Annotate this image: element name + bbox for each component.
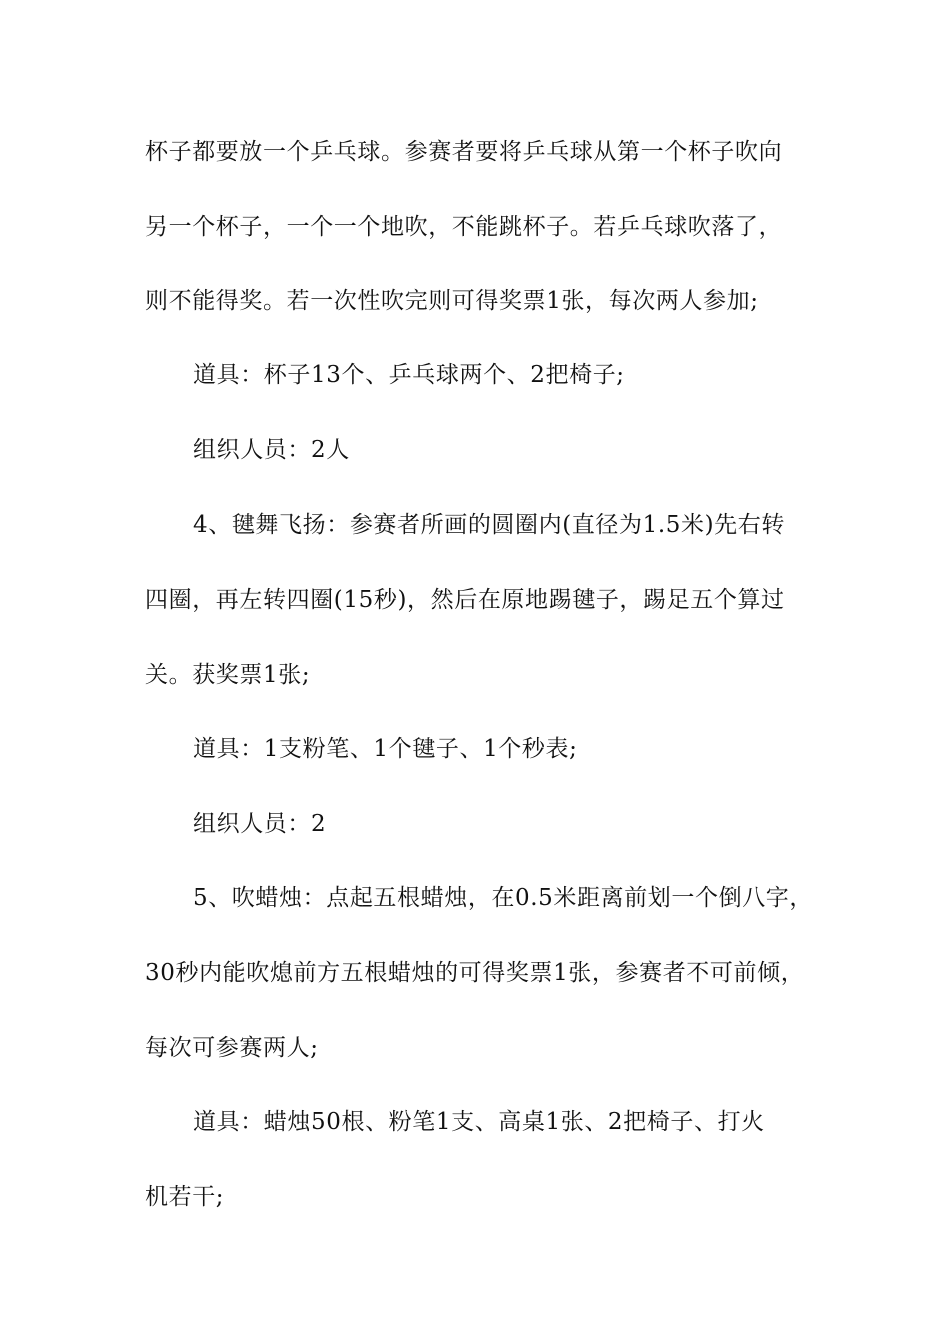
staff-line: 组织人员：2: [193, 811, 327, 837]
text-line: 关。获奖票1张;: [145, 662, 311, 688]
text-line: 四圈，再左转四圈(15秒)，然后在原地踢毽子，踢足五个算过: [145, 587, 785, 613]
text-line: 杯子都要放一个乒乓球。参赛者要将乒乓球从第一个杯子吹向: [145, 139, 783, 165]
text-line: 机若干;: [145, 1184, 225, 1210]
text-line: 每次可参赛两人;: [145, 1035, 319, 1061]
text-line: 另一个杯子，一个一个地吹，不能跳杯子。若乒乓球吹落了，: [145, 214, 783, 240]
props-line: 道具：杯子13个、乒乓球两个、2把椅子;: [193, 362, 625, 388]
item-heading-line: 5、吹蜡烛：点起五根蜡烛，在0.5米距离前划一个倒八字，: [193, 885, 814, 911]
text-line: 30秒内能吹熄前方五根蜡烛的可得奖票1张，参赛者不可前倾，: [145, 960, 805, 986]
props-line: 道具：蜡烛50根、粉笔1支、高桌1张、2把椅子、打火: [193, 1109, 765, 1135]
item-heading-line: 4、毽舞飞扬：参赛者所画的圆圈内(直径为1.5米)先右转: [193, 512, 785, 538]
text-line: 则不能得奖。若一次性吹完则可得奖票1张，每次两人参加;: [145, 288, 759, 314]
staff-line: 组织人员：2人: [193, 437, 350, 463]
props-line: 道具：1支粉笔、1个毽子、1个秒表;: [193, 736, 578, 762]
